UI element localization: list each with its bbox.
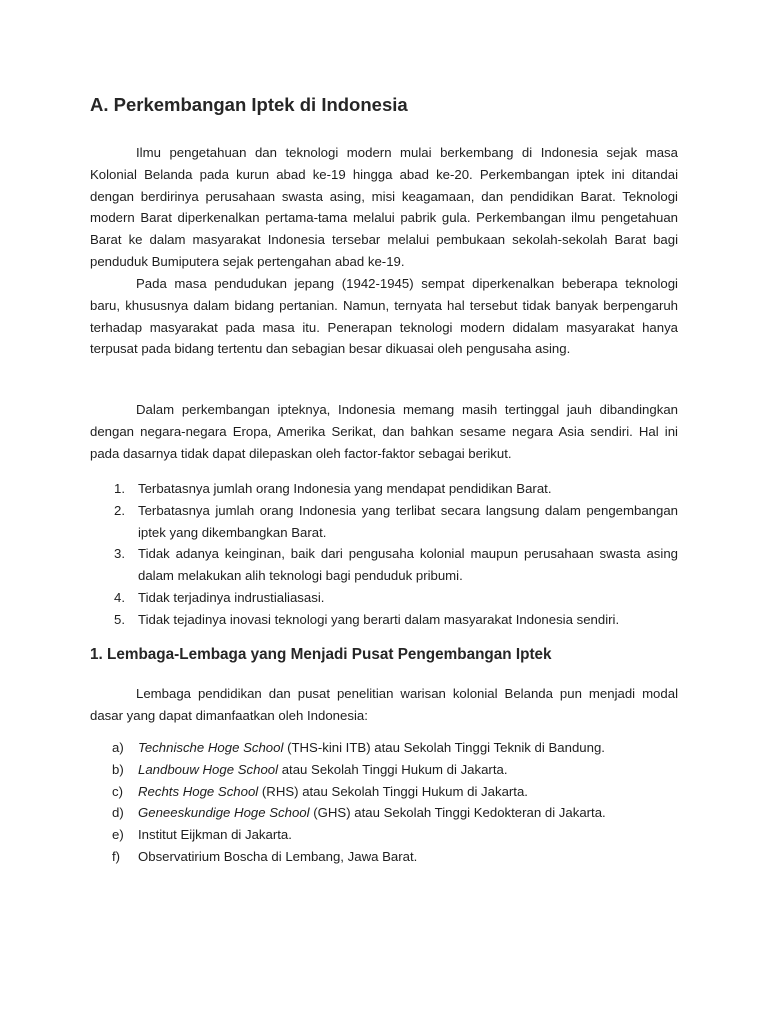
institution-description: Observatirium Boscha di Lembang, Jawa Barat. [138, 848, 418, 864]
list-marker: 2. [114, 502, 125, 518]
list-item-text: Terbatasnya jumlah orang Indonesia yang terlibat secara langsung dalam pengembangan iptek yang dikembangkan Barat. [138, 502, 678, 540]
institution-name: Rechts Hoge School [138, 783, 259, 799]
list-marker: 4. [114, 589, 125, 605]
institution-description: Institut Eijkman di Jakarta. [138, 827, 292, 843]
factors-list [90, 478, 678, 631]
list-item [90, 759, 678, 781]
list-item-text: Tidak terjadinya indrustialiasasi. [138, 589, 325, 605]
factors-intro-paragraph: Dalam perkembangan ipteknya, Indonesia memang masih tertinggal jauh dibandingkan dengan negara-negara Eropa, Amerika Serikat, dan bahkan sesame negara Asia sendiri. Hal ini pada dasarnya tidak dapat dilepaskan oleh factor-faktor sebagai berikut. [90, 402, 678, 461]
list-item [90, 737, 678, 759]
list-item [90, 846, 678, 868]
list-item [90, 478, 678, 500]
list-item [90, 802, 678, 824]
institution-description: (GHS) atau Sekolah Tinggi Kedokteran di Jakarta. [309, 805, 606, 821]
list-marker: d) [112, 805, 124, 821]
institution-name: Geneeskundige Hoge School [138, 805, 310, 821]
list-item-text: Terbatasnya jumlah orang Indonesia yang mendapat pendidikan Barat. [138, 481, 552, 496]
list-marker: b) [112, 761, 124, 777]
list-item [90, 587, 678, 609]
list-marker: f) [112, 848, 121, 864]
japanese-occupation-paragraph: Pada masa pendudukan jepang (1942-1945) sempat diperkenalkan beberapa teknologi baru, khususnya dalam bidang pertanian. Namun, ternyata hal tersebut tidak banyak berpengaruh terhadap masyarakat pada masa itu. Penerapan teknologi modern didalam masyarakat hanya terpusat pada bidang tertentu dan sebagian besar dikuasai oleh pengusaha asing. [90, 276, 678, 357]
institutions-list [90, 737, 678, 868]
list-marker: 5. [114, 611, 125, 627]
list-item [90, 824, 678, 846]
institution-name: Landbouw Hoge School [138, 761, 279, 777]
document-page [90, 0, 678, 1024]
intro-paragraph: Ilmu pengetahuan dan teknologi modern mulai berkembang di Indonesia sejak masa Kolonial Belanda pada kurun abad ke-19 hingga abad ke-20. Perkembangan iptek ini ditandai dengan berdirinya perusahaan swasta asing, misi keagamaan, dan pendidikan Barat. Teknologi modern Barat diperkenalkan pertama-tama melalui pabrik gula. Perkembangan ilmu pengetahuan Barat ke dalam masyarakat Indonesia tersebar melalui pembukaan sekolah-sekolah Barat bagi penduduk Bumiputera sejak pertengahan abad ke-19. [90, 145, 678, 269]
list-marker: 3. [114, 546, 125, 562]
list-item-text: Tidak tejadinya inovasi teknologi yang berarti dalam masyarakat Indonesia sendiri. [138, 611, 620, 627]
institutions-intro-paragraph: Lembaga pendidikan dan pusat penelitian warisan kolonial Belanda pun menjadi modal dasar yang dapat dimanfaatkan oleh Indonesia: [90, 686, 678, 723]
list-item [90, 500, 678, 544]
list-marker: e) [112, 827, 124, 843]
institution-description: atau Sekolah Tinggi Hukum di Jakarta. [278, 761, 508, 777]
section-heading: A. Perkembangan Iptek di Indonesia [90, 94, 408, 115]
list-item-text: Tidak adanya keinginan, baik dari pengusaha kolonial maupun perusahaan swasta asing dalam melakukan alih teknologi bagi penduduk pribumi. [138, 546, 678, 584]
institution-name: Technische Hoge School [138, 740, 284, 755]
subsection-heading: 1. Lembaga-Lembaga yang Menjadi Pusat Pengembangan Iptek [90, 646, 552, 663]
list-item [90, 609, 678, 631]
list-marker: c) [112, 783, 123, 799]
list-marker: a) [112, 740, 124, 755]
list-marker: 1. [114, 481, 125, 496]
list-item [90, 781, 678, 803]
list-item [90, 543, 678, 587]
institution-description: (THS-kini ITB) atau Sekolah Tinggi Teknik di Bandung. [283, 740, 605, 755]
institution-description: (RHS) atau Sekolah Tinggi Hukum di Jakarta. [258, 783, 528, 799]
